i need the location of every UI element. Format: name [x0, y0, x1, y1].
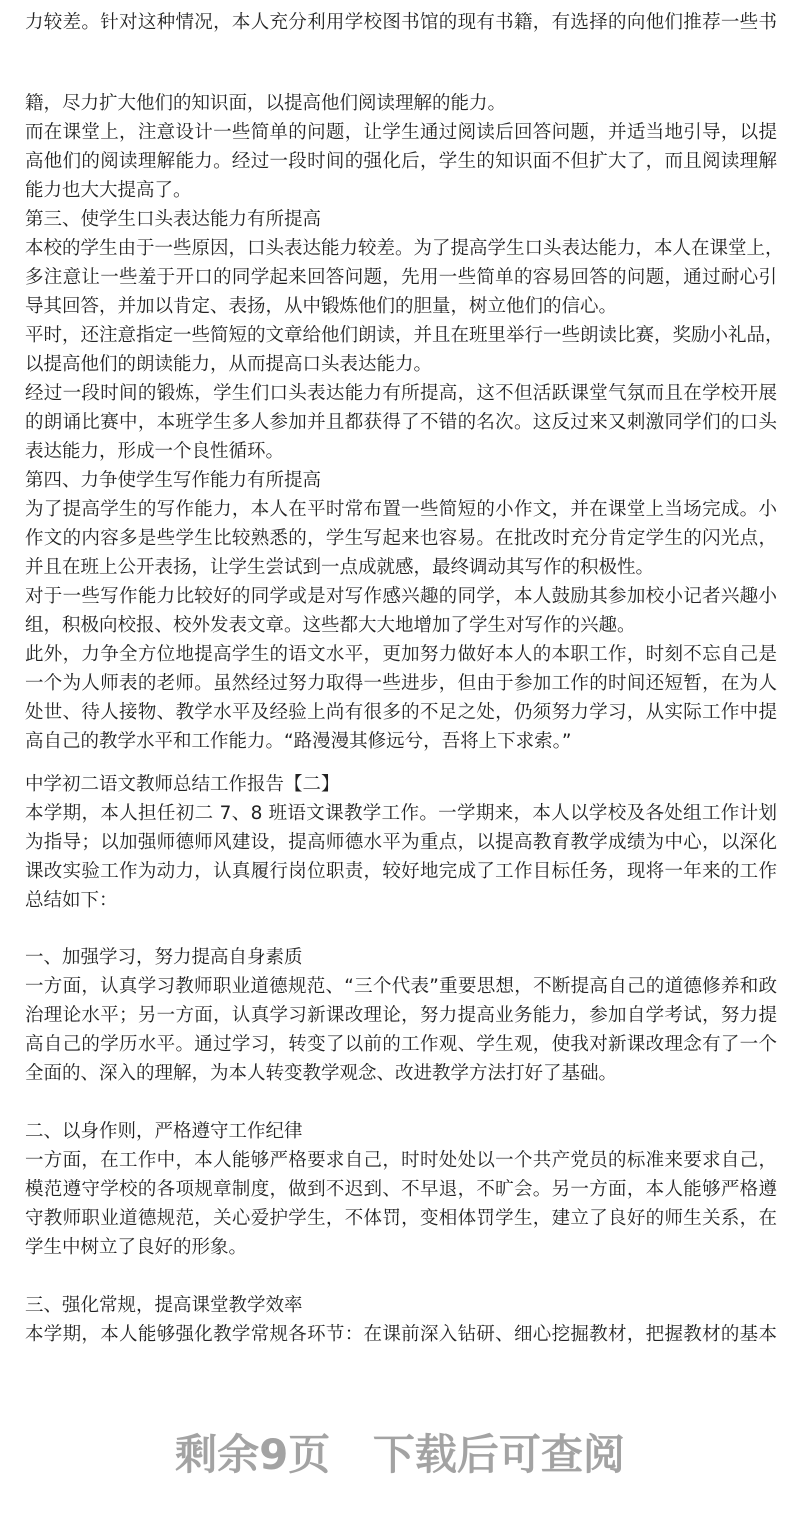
text-line: 一个为人师表的老师。虽然经过努力取得一些进步，但由于参加工作的时间还短暂，在为人 — [25, 673, 777, 694]
section-heading: 第三、使学生口头表达能力有所提高 — [25, 209, 322, 230]
text-line: 全面的、深入的理解，为本人转变教学观念、改进教学方法打好了基础。 — [25, 1063, 618, 1084]
text-line: 课改实验工作为动力，认真履行岗位职责，较好地完成了工作目标任务，现将一年来的工作 — [25, 861, 777, 882]
text-line: 籍，尽力扩大他们的知识面，以提高他们阅读理解的能力。 — [25, 93, 507, 114]
text-line: 治理论水平；另一方面，认真学习新课改理论，努力提高业务能力，参加自学考试，努力提 — [25, 1005, 777, 1026]
text-line: 多注意让一些羞于开口的同学起来回答问题，先用一些简单的容易回答的问题，通过耐心引 — [25, 267, 777, 288]
text-line: 而在课堂上，注意设计一些简单的问题，让学生通过阅读后回答问题，并适当地引导，以提 — [25, 122, 777, 143]
text-line: 处世、待人接物、教学水平及经验上尚有很多的不足之处，仍须努力学习，从实际工作中提 — [25, 702, 777, 723]
text-line: 高他们的阅读理解能力。经过一段时间的强化后，学生的知识面不但扩大了，而且阅读理解 — [25, 151, 777, 172]
download-to-view-label[interactable]: 下载后可查阅 — [372, 1430, 625, 1479]
text-line: 本校的学生由于一些原因，口头表达能力较差。为了提高学生口头表达能力，本人在课堂上， — [25, 238, 784, 259]
section-heading: 三、强化常规，提高课堂教学效率 — [25, 1295, 303, 1316]
text-line: 能力也大大提高了。 — [25, 180, 192, 201]
download-banner[interactable] — [0, 1422, 800, 1482]
text-line: 表达能力，形成一个良性循环。 — [25, 441, 285, 462]
text-line: 的朗诵比赛中，本班学生多人参加并且都获得了不错的名次。这反过来又刺激同学们的口头 — [25, 412, 777, 433]
text-line: 本学期，本人能够强化教学常规各环节：在课前深入钻研、细心挖掘教材，把握教材的基本 — [25, 1324, 777, 1345]
section-heading: 第四、力争使学生写作能力有所提高 — [25, 470, 322, 491]
report-title: 中学初二语文教师总结工作报告【二】 — [25, 774, 340, 795]
text-line: 为了提高学生的写作能力，本人在平时常布置一些简短的小作文，并在课堂上当场完成。小 — [25, 499, 777, 520]
section-heading: 二、以身作则，严格遵守工作纪律 — [25, 1121, 303, 1142]
text-line: 高自己的学历水平。通过学习，转变了以前的工作观、学生观，使我对新课改理念有了一个 — [25, 1034, 777, 1055]
text-line: 对于一些写作能力比较好的同学或是对写作感兴趣的同学，本人鼓励其参加校小记者兴趣小 — [25, 586, 777, 607]
text-line: 经过一段时间的锻炼，学生们口头表达能力有所提高，这不但活跃课堂气氛而且在学校开展 — [25, 383, 777, 404]
text-line: 平时，还注意指定一些简短的文章给他们朗读，并且在班里举行一些朗读比赛，奖励小礼品， — [25, 325, 784, 346]
text-line: 一方面，认真学习教师职业道德规范、“三个代表”重要思想，不断提高自己的道德修养和政 — [25, 976, 777, 997]
page-gap — [25, 37, 777, 89]
spacer — [25, 756, 777, 770]
spacer — [25, 1088, 777, 1117]
text-line: 一方面，在工作中，本人能够严格要求自己，时时处处以一个共产党员的标准来要求自己， — [25, 1150, 777, 1171]
text-line: 本学期，本人担任初二 7、8 班语文课教学工作。一学期来，本人以学校及各处组工作计划 — [25, 803, 777, 824]
text-line: 组，积极向校报、校外发表文章。这些都大大地增加了学生对写作的兴趣。 — [25, 615, 636, 636]
text-line: 力较差。针对这种情况，本人充分利用学校图书馆的现有书籍，有选择的向他们推荐一些书 — [25, 12, 777, 33]
document-body — [25, 8, 784, 1349]
text-line: 守教师职业道德规范，关心爱护学生，不体罚，变相体罚学生，建立了良好的师生关系，在 — [25, 1208, 777, 1229]
text-line: 高自己的教学水平和工作能力。“路漫漫其修远兮，吾将上下求索。” — [25, 731, 572, 752]
text-line: 作文的内容多是些学生比较熟悉的，学生写起来也容易。在批改时充分肯定学生的闪光点， — [25, 528, 777, 549]
text-line: 总结如下： — [25, 890, 118, 911]
text-line: 导其回答，并加以肯定、表扬，从中锻炼他们的胆量，树立他们的信心。 — [25, 296, 618, 317]
spacer — [25, 1262, 777, 1291]
text-line: 以提高他们的朗读能力，从而提高口头表达能力。 — [25, 354, 433, 375]
text-line: 为指导；以加强师德师风建设，提高师德水平为重点，以提高教育教学成绩为中心，以深化 — [25, 832, 777, 853]
text-line: 学生中树立了良好的形象。 — [25, 1237, 248, 1258]
text-line: 模范遵守学校的各项规章制度，做到不迟到、不早退，不旷会。另一方面，本人能够严格遵 — [25, 1179, 777, 1200]
text-line: 此外，力争全方位地提高学生的语文水平，更加努力做好本人的本职工作，时刻不忘自己是 — [25, 644, 777, 665]
remaining-pages-label: 剩余9页 — [175, 1430, 331, 1479]
spacer — [25, 915, 777, 943]
text-line: 并且在班上公开表扬，让学生尝试到一点成就感，最终调动其写作的积极性。 — [25, 557, 655, 578]
section-heading: 一、加强学习，努力提高自身素质 — [25, 947, 303, 968]
